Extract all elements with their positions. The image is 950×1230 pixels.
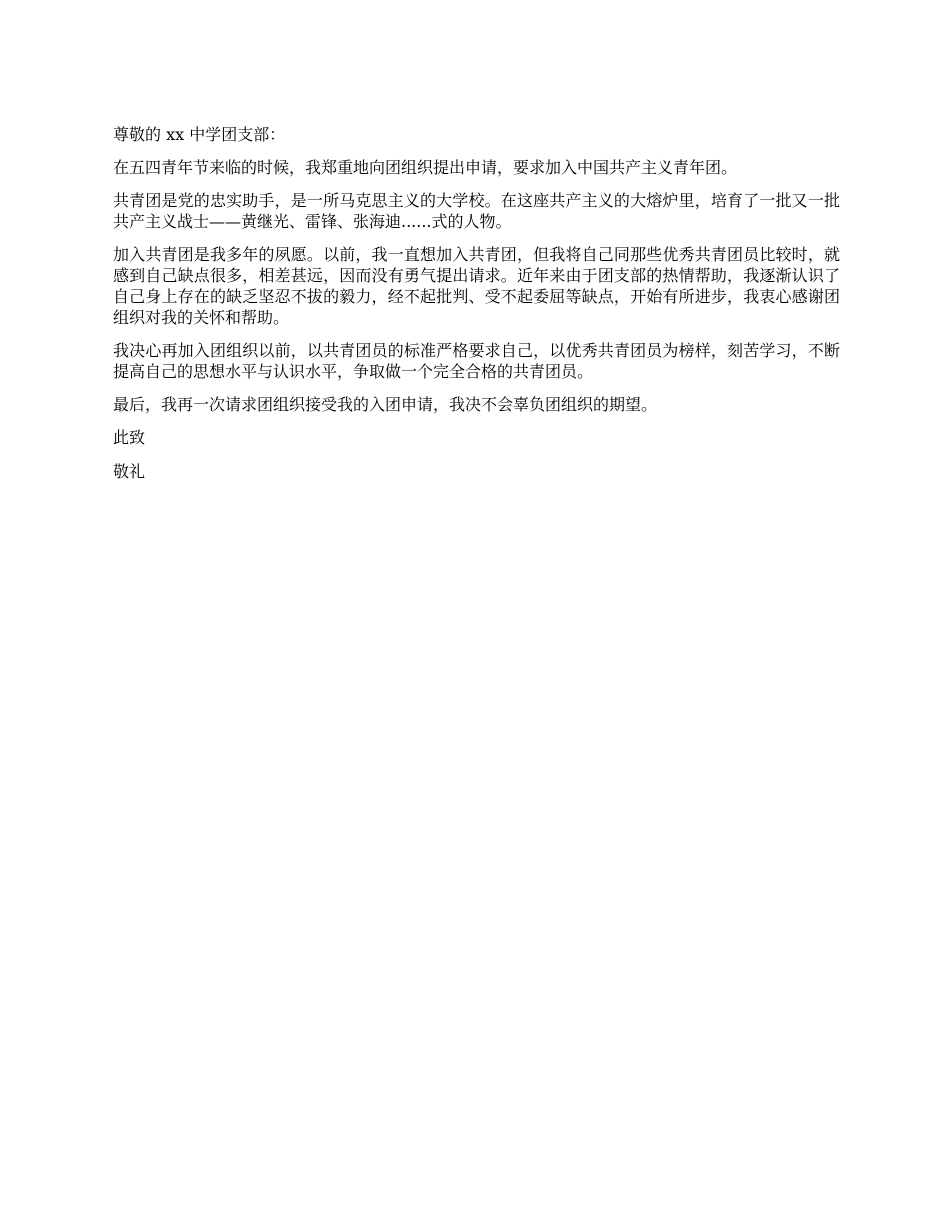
paragraph-3: 加入共青团是我多年的夙愿。以前，我一直想加入共青团，但我将自己同那些优秀共青团员比较时，就感到自己缺点很多，相差甚远，因而没有勇气提出请求。近年来由于团支部的热情帮助，我逐渐认识了自己身上存在的缺乏坚忍不拔的毅力，经不起批判、受不起委屈等缺点，开始有所进步，我衷心感谢团组织对我的关怀和帮助。: [113, 245, 840, 327]
salutation: 尊敬的 xx 中学团支部：: [113, 125, 286, 144]
paragraph-5: 最后，我再一次请求团组织接受我的入团申请，我决不会辜负团组织的期望。: [113, 395, 658, 414]
closing-regards: 敬礼: [113, 462, 146, 481]
paragraph-1: 在五四青年节来临的时候，我郑重地向团组织提出申请，要求加入中国共产主义青年团。: [113, 158, 738, 177]
paragraph-2: 共青团是党的忠实助手，是一所马克思主义的大学校。在这座共产主义的大熔炉里，培育了一批又一批共产主义战士——黄继光、雷锋、张海迪......式的人物。: [113, 191, 840, 231]
closing-salute: 此致: [113, 428, 146, 447]
paragraph-4: 我决心再加入团组织以前，以共青团员的标准严格要求自己，以优秀共青团员为榜样，刻苦学习，不断提高自己的思想水平与认识水平，争取做一个完全合格的共青团员。: [113, 341, 840, 381]
document-page: [113, 124, 840, 495]
